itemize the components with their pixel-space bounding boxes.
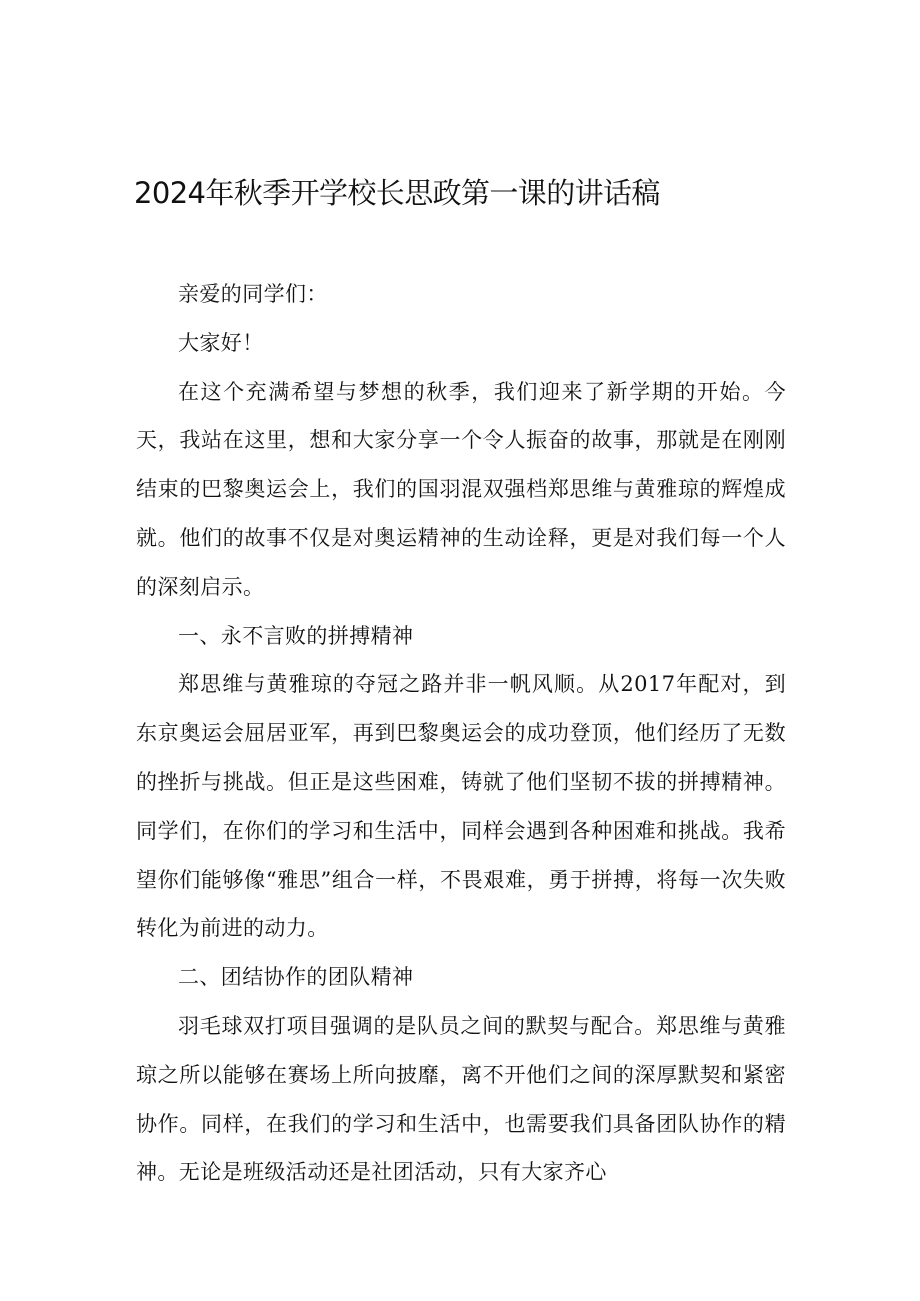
- section-1-heading: 一、永不言败的拼搏精神: [178, 623, 414, 648]
- document-title: 2024年秋季开学校长思政第一课的讲话稿: [134, 176, 660, 210]
- section-2-heading: 二、团结协作的团队精神: [178, 965, 414, 990]
- intro-paragraph: 在这个充满希望与梦想的秋季，我们迎来了新学期的开始。今天，我站在这里，想和大家分享一个令人振奋的故事，那就是在刚刚结束的巴黎奥运会上，我们的国羽混双强档郑思维与黄雅琼的辉煌成就。他们的故事不仅是对奥运精神的生动诠释，更是对我们每一个人的深刻启示。: [136, 379, 786, 599]
- section-1-paragraph: 郑思维与黄雅琼的夺冠之路并非一帆风顺。从2017年配对，到东京奥运会屈居亚军，再到巴黎奥运会的成功登顶，他们经历了无数的挫折与挑战。但正是这些困难，铸就了他们坚韧不拔的拼搏精神。同学们，在你们的学习和生活中，同样会遇到各种困难和挑战。我希望你们能够像“雅思”组合一样，不畏艰难，勇于拼搏，将每一次失败转化为前进的动力。: [136, 672, 786, 941]
- section-2-paragraph: 羽毛球双打项目强调的是队员之间的默契与配合。郑思维与黄雅琼之所以能够在赛场上所向披靡，离不开他们之间的深厚默契和紧密协作。同样，在我们的学习和生活中，也需要我们具备团队协作的精神。无论是班级活动还是社团活动，只有大家齐心: [136, 1013, 786, 1185]
- hello-paragraph: 大家好！: [178, 330, 264, 355]
- document-body: [136, 270, 786, 1197]
- greeting-paragraph: 亲爱的同学们：: [178, 282, 328, 306]
